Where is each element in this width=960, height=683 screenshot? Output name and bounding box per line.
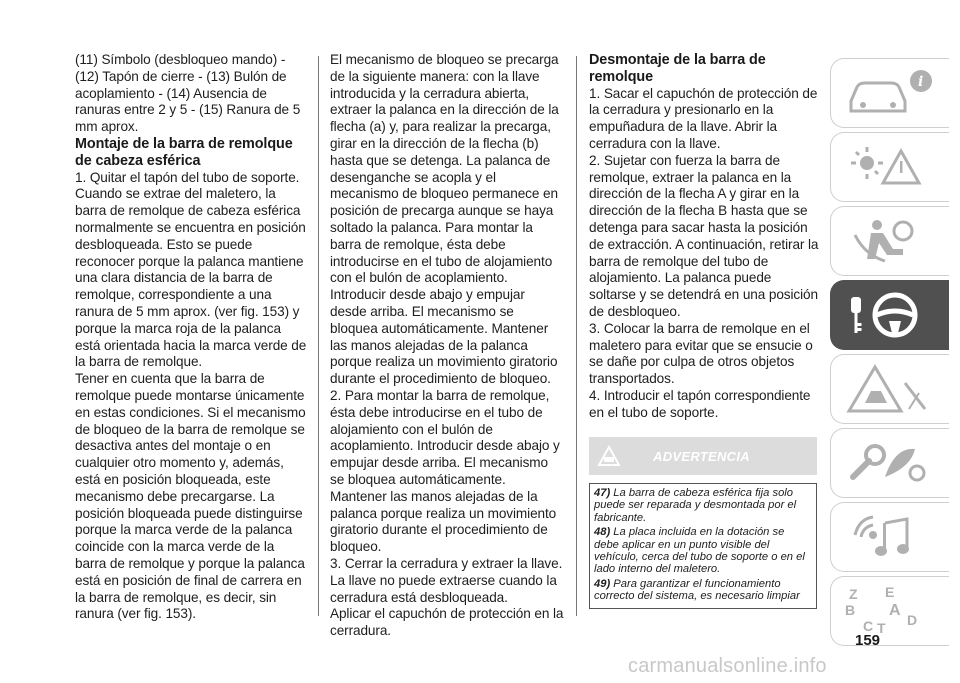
- paragraph: 2. Sujetar con fuerza la barra de remolque, extraer la palanca en la dirección de la flecha A y girar en la dirección de la flecha B hasta que se detenga para sacar hasta la posición de extracción. A continuación, retirar la barra de remolque del tubo de alojamiento. La palanca puede soltarse y se detendrá en una posición de desbloqueo.: [589, 152, 819, 319]
- warning-title: ADVERTENCIA: [653, 449, 750, 464]
- tab-seat-airbag[interactable]: [830, 206, 949, 276]
- warning-item: [594, 526, 812, 576]
- index-letter: E: [885, 585, 895, 600]
- section-heading-montaje: Montaje de la barra de remolque de cabeza esférica: [75, 135, 293, 169]
- column-divider: [576, 56, 577, 616]
- warning-item-text: La placa incluida en la dotación se debe aplicar en un punto visible del vehículo, cerca del tubo de soporte o en el lado interno del maletero.: [594, 526, 805, 576]
- paragraph: Tener en cuenta que la barra de remolque puede montarse únicamente en estas condiciones. Si el mecanismo de bloqueo de la barra de remolque se desactiva antes del montaje o en cualquier otro momento y, además, está en posición bloqueada, este mecanismo debe precargarse. La posición bloqueada puede distinguirse porque la marca verde de la palanca coincide con la marca verde de la barra de remolque y porque la palanca está en posición de final de carrera en la barra de remolque, es decir, sin ranura (ver fig. 153).: [75, 371, 306, 622]
- index-letter: C: [863, 618, 874, 634]
- paragraph: 4. Introducir el tapón correspondiente en el tubo de soporte.: [589, 387, 811, 420]
- tab-service-tools[interactable]: [830, 428, 949, 498]
- text-column-2: [330, 52, 564, 640]
- warning-item: [594, 578, 812, 603]
- warning-item-number: 49): [594, 577, 611, 590]
- page-number: 159: [855, 632, 881, 649]
- tab-key-steering[interactable]: [830, 280, 949, 350]
- warning-item-text: Para garantizar el funcionamiento correcto del sistema, es necesario limpiar: [594, 577, 800, 603]
- index-letter: B: [845, 602, 856, 618]
- key-steering-wheel-icon: [845, 289, 935, 341]
- index-letter: T: [877, 620, 886, 636]
- tab-car-info[interactable]: [830, 58, 949, 128]
- text-column-3: [589, 52, 819, 422]
- paragraph: El mecanismo de bloqueo se precarga de la siguiente manera: con la llave introducida y la cerradura abierta, extraer la palanca en la dirección de la flecha (a) y, para realizar la precarga, girar en la dirección de la flecha (b) hasta que se detenga. La palanca de desenganche se acopla y el mecanismo de bloqueo permanece en posición de precarga aunque se haya soltado la palanca. Para montar la barra de remolque, ésta debe introducirse en el tubo de alojamiento con el bulón de acoplamiento.: [330, 52, 559, 286]
- index-letter: Z: [849, 586, 858, 602]
- car-info-icon: [845, 67, 935, 119]
- warning-box: [589, 437, 817, 609]
- warning-lights-icon: [845, 141, 935, 193]
- svg-text:i: i: [918, 74, 924, 90]
- text-column-1: [75, 52, 307, 623]
- warning-item-number: 47): [594, 487, 611, 499]
- column-divider: [318, 56, 319, 616]
- warning-body: [589, 483, 817, 609]
- warning-item: [594, 487, 812, 524]
- tab-warning-lights[interactable]: [830, 132, 949, 202]
- paragraph: 1. Quitar el tapón del tubo de soporte. Cuando se extrae del maletero, la barra de remolque de cabeza esférica normalmente se encuentra en posición desbloqueada. Esto se puede reconocer porque la palanca mantiene una clara distancia de la barra de remolque, correspondiente a una ranura de 5 mm aprox. (ver fig. 153) y porque la marca roja de la palanca está orientada hacia la marca verde de la barra de remolque.: [75, 169, 307, 370]
- paragraph: 1. Sacar el capuchón de protección de la cerradura y presionarlo en la empuñadura de la llave. Abrir la cerradura con la llave.: [589, 85, 818, 151]
- section-heading-desmontaje: Desmontaje de la barra de remolque: [589, 52, 766, 85]
- seat-airbag-icon: [845, 215, 935, 267]
- alphabet-index-icon: [845, 585, 935, 637]
- watermark: carmanualsonline.info: [628, 655, 827, 677]
- service-tools-icon: [845, 437, 935, 489]
- paragraph: Aplicar el capuchón de protección en la cerradura.: [330, 606, 564, 639]
- warning-header: [589, 437, 817, 475]
- paragraph: 2. Para montar la barra de remolque, ésta debe introducirse en el tubo de alojamiento con el bulón de acoplamiento. Introducir desde abajo y empujar desde arriba. El mecanismo se bloquea automáticamente. Mantener las manos alejadas de la palanca porque realiza un movimiento giratorio durante el procedimiento de bloqueo.: [330, 387, 560, 555]
- paragraph: 3. Cerrar la cerradura y extraer la llave. La llave no puede extraerse cuando la cerradura está desbloqueada.: [330, 555, 563, 605]
- paragraph: 3. Colocar la barra de remolque en el maletero para evitar que se ensucie o se dañe por culpa de otros objetos transportados.: [589, 320, 813, 387]
- figure-legend: (11) Símbolo (desbloqueo mando) - (12) Tapón de cierre - (13) Bulón de acoplamiento - (14) Ausencia de ranuras entre 2 y 5 - (15) Ranura de 5 mm aprox.: [75, 52, 301, 135]
- tab-alphabet-index[interactable]: [830, 576, 949, 646]
- index-letter: A: [889, 602, 901, 619]
- road-warning-icon: [845, 363, 935, 415]
- tab-road-warning[interactable]: [830, 354, 949, 424]
- paragraph: Introducir desde abajo y empujar desde arriba. El mecanismo se bloquea automáticamente. Mantener las manos alejadas de la palanca porque realiza un movimiento giratorio durante el procedimiento de bloqueo.: [330, 287, 558, 387]
- tab-music-signal[interactable]: [830, 502, 949, 572]
- car-warning-icon: [597, 445, 621, 467]
- index-letter: D: [907, 612, 918, 628]
- warning-item-text: La barra de cabeza esférica fija solo puede ser reparada y desmontada por el fabricante.: [594, 487, 797, 524]
- music-signal-icon: [845, 511, 935, 563]
- warning-item-number: 48): [594, 526, 611, 539]
